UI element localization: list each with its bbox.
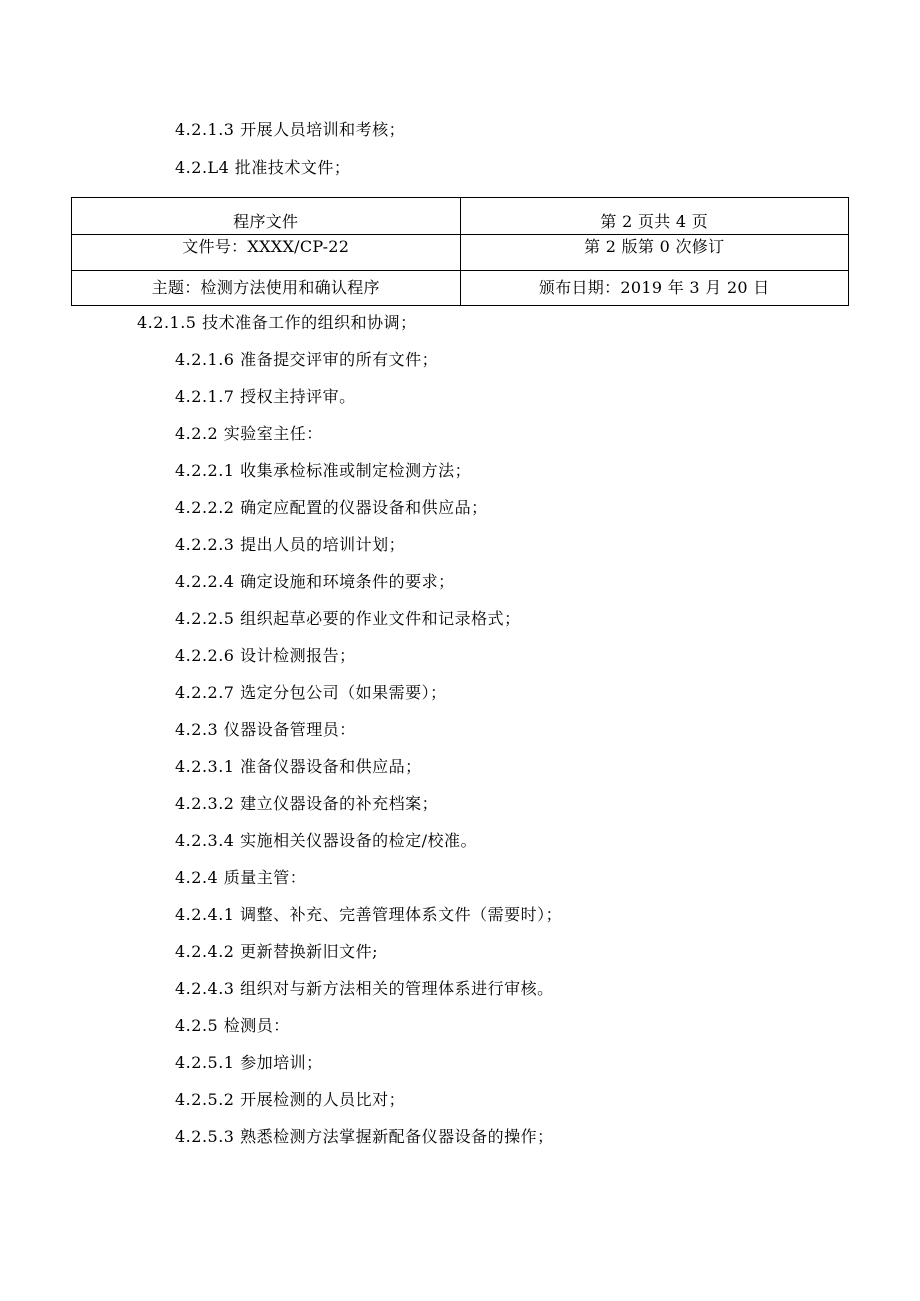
paragraph-line: 4.2.4.2 更新替换新旧文件; <box>175 942 378 961</box>
paragraph-line: 4.2.3.2 建立仪器设备的补充档案； <box>175 794 439 813</box>
paragraph-line: 4.2.2.3 提出人员的培训计划； <box>175 535 406 554</box>
paragraph-line: 4.2.1.3 开展人员培训和考核； <box>175 120 406 139</box>
paragraph-line: 4.2.4.1 调整、补充、完善管理体系文件（需要时）； <box>175 905 563 924</box>
paragraph-line: 4.2.5.1 参加培训； <box>175 1053 323 1072</box>
paragraph-line: 4.2.1.7 授权主持评审。 <box>175 387 356 406</box>
paragraph-line: 4.2.1.5 技术准备工作的组织和协调； <box>137 313 417 332</box>
paragraph-line: 4.2.4.3 组织对与新方法相关的管理体系进行审核。 <box>175 979 554 998</box>
paragraph-line: 4.2.2.4 确定设施和环境条件的要求； <box>175 572 455 591</box>
paragraph-line: 4.2.3 仪器设备管理员： <box>175 720 356 739</box>
paragraph-line: 4.2.1.6 准备提交评审的所有文件； <box>175 350 439 369</box>
issue-date-cell: 颁布日期：2019 年 3 月 20 日 <box>460 271 849 306</box>
paragraph-line: 4.2.5 检测员： <box>175 1016 290 1035</box>
paragraph-line: 4.2.2.2 确定应配置的仪器设备和供应品； <box>175 498 488 517</box>
paragraph-line: 4.2.2 实验室主任： <box>175 424 323 443</box>
document-header-table <box>71 197 849 306</box>
paragraph-line: 4.2.2.5 组织起草必要的作业文件和记录格式； <box>175 609 521 628</box>
paragraph-line: 4.2.5.2 开展检测的人员比对； <box>175 1090 406 1109</box>
paragraph-line: 4.2.2.1 收集承检标准或制定检测方法； <box>175 461 472 480</box>
revision-cell: 第 2 版第 0 次修订 <box>460 235 849 271</box>
subject-cell: 主题：检测方法使用和确认程序 <box>72 271 461 306</box>
paragraph-line: 4.2.3.1 准备仪器设备和供应品； <box>175 757 422 776</box>
paragraph-line: 4.2.2.6 设计检测报告； <box>175 646 356 665</box>
doc-type-cell: 程序文件 <box>72 198 461 235</box>
paragraph-line: 4.2.L4 批准技术文件； <box>175 158 351 177</box>
paragraph-line: 4.2.5.3 熟悉检测方法掌握新配备仪器设备的操作； <box>175 1127 554 1146</box>
doc-number-cell: 文件号：XXXX/CP-22 <box>72 235 461 271</box>
paragraph-line: 4.2.3.4 实施相关仪器设备的检定/校准。 <box>175 831 477 850</box>
page-info-cell: 第 2 页共 4 页 <box>460 198 849 235</box>
paragraph-line: 4.2.4 质量主管： <box>175 868 307 887</box>
paragraph-line: 4.2.2.7 选定分包公司（如果需要）； <box>175 683 447 702</box>
